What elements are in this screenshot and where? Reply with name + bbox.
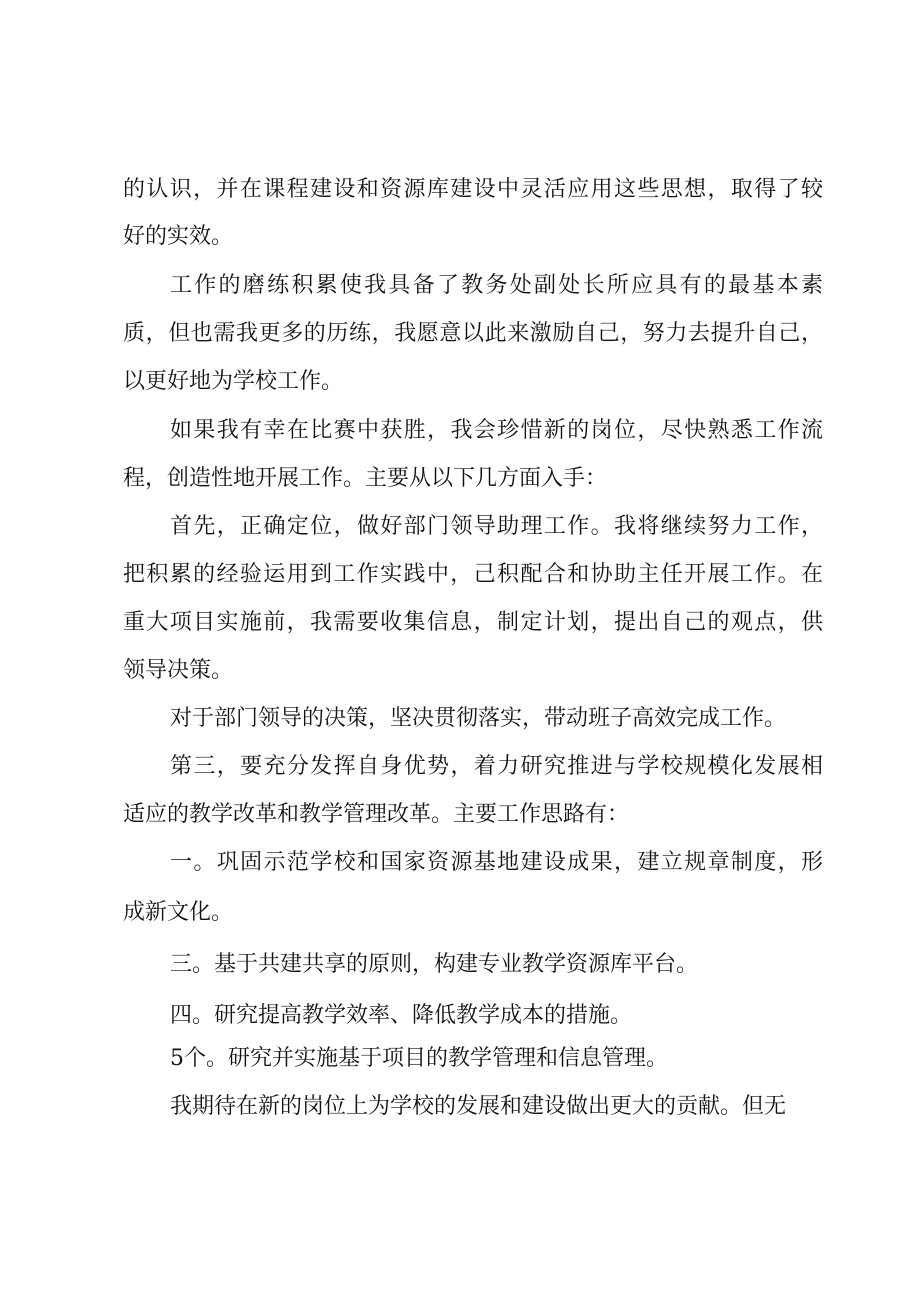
paragraph-line: 三。基于共建共享的原则，构建专业教学资源库平台。 bbox=[170, 952, 699, 977]
paragraph-line: 领导决策。 bbox=[123, 658, 234, 683]
paragraph-line: 对于部门领导的决策，坚决贯彻落实，带动班子高效完成工作。 bbox=[170, 706, 787, 731]
paragraph-line: 适应的教学改革和教学管理改革。主要工作思路有： bbox=[123, 802, 630, 827]
paragraph-line: 首先，正确定位，做好部门领导助理工作。我将继续努力工作， bbox=[170, 514, 823, 539]
paragraph-line: 我期待在新的岗位上为学校的发展和建设做出更大的贡献。但无 bbox=[170, 1094, 787, 1119]
paragraph-line: 质，但也需我更多的历练，我愿意以此来激励自己，努力去提升自己， bbox=[123, 321, 823, 346]
paragraph-line: 重大项目实施前，我需要收集信息，制定计划，提出自己的观点，供 bbox=[123, 610, 823, 635]
paragraph-line: 把积累的经验运用到工作实践中，己积配合和协助主任开展工作。在 bbox=[123, 562, 823, 587]
paragraph-line: 好的实效。 bbox=[123, 224, 234, 249]
paragraph-line: 5个。研究并实施基于项目的教学管理和信息管理。 bbox=[170, 1046, 668, 1071]
paragraph-line: 工作的磨练积累使我具备了教务处副处长所应具有的最基本素 bbox=[170, 273, 823, 298]
paragraph-line: 一。巩固示范学校和国家资源基地建设成果，建立规章制度，形 bbox=[170, 850, 823, 875]
paragraph-line: 四。研究提高教学效率、降低教学成本的措施。 bbox=[170, 1003, 633, 1028]
paragraph-line: 以更好地为学校工作。 bbox=[123, 369, 344, 394]
paragraph-line: 程，创造性地开展工作。主要从以下几方面入手： bbox=[123, 466, 608, 491]
paragraph-line: 的认识，并在课程建设和资源库建设中灵活应用这些思想，取得了较 bbox=[123, 177, 823, 202]
paragraph-line: 如果我有幸在比赛中获胜，我会珍惜新的岗位，尽快熟悉工作流 bbox=[170, 418, 823, 443]
paragraph-line: 成新文化。 bbox=[123, 900, 234, 925]
paragraph-line: 第三，要充分发挥自身优势，着力研究推进与学校规模化发展相 bbox=[170, 754, 823, 779]
